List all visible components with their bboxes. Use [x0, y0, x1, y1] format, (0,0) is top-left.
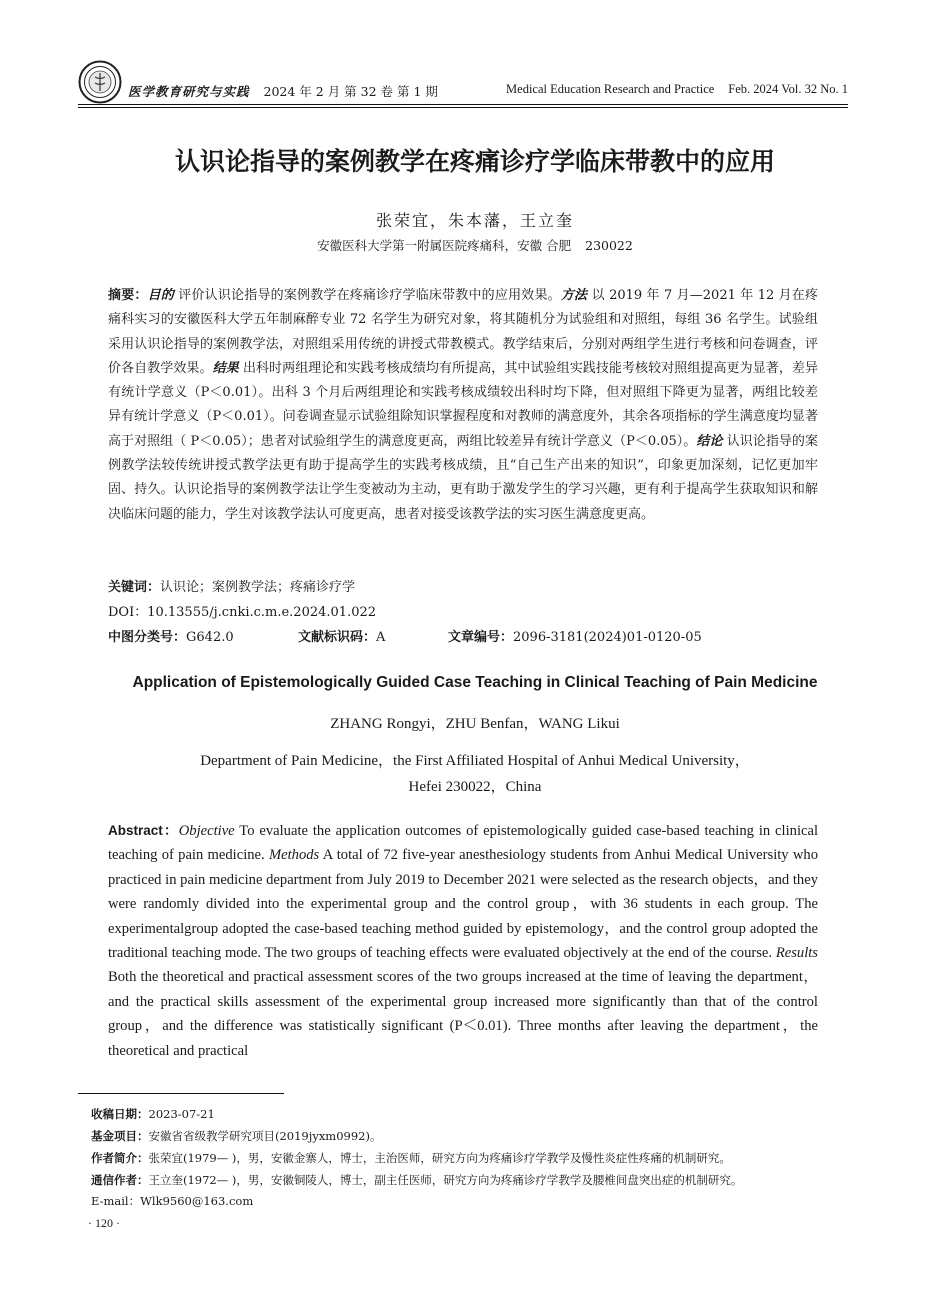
- authors-en: ZHANG Rongyi，ZHU Benfan，WANG Likui: [330, 716, 620, 732]
- author-bio-label: 作者简介：: [91, 1151, 149, 1165]
- received-date: [91, 1106, 215, 1122]
- issue-en: Feb. 2024 Vol. 32 No. 1: [728, 82, 848, 96]
- affiliation-en-line1: Department of Pain Medicine，the First Affiliated Hospital of Anhui Medical University，: [200, 753, 750, 769]
- conclusion-text-cn: 认识论指导的案例教学法较传统讲授式教学法更有助于提高学生的实践考核成绩，且“自己生产出来的知识”，印象更加深刻，记忆更加牢固、持久。认识论指导的案例教学法让学生变被动为主动，更有助于激发学生的学习兴趣，更有利于提高学生获取知识和解决临床问题的能力，学生对该教学法认可度更高，患者对接受该教学法的实习医生满意度更高。: [108, 433, 818, 522]
- article-title-cn: 认识论指导的案例教学在疼痛诊疗学临床带教中的应用: [174, 147, 775, 176]
- received-label: 收稿日期：: [91, 1107, 149, 1121]
- conclusion-label-cn: 结论: [696, 433, 723, 449]
- keywords-value: 认识论；案例教学法；疼痛诊疗学: [160, 580, 356, 595]
- author-bio-value: 张荣宜(1979— )，男，安徽金寨人，博士，主治医师，研究方向为疼痛诊疗学教学及慢性炎症性疼痛的机制研究。: [148, 1151, 731, 1165]
- results-label-cn: 结果: [212, 360, 239, 376]
- fund-value: 安徽省省级教学研究项目(2019jyxm0992)。: [148, 1129, 382, 1143]
- doi-line: [108, 601, 376, 620]
- affiliation-cn: [0, 236, 950, 254]
- fund-note: [91, 1128, 381, 1144]
- authors-cn: 张荣宜，朱本藩，王立奎: [375, 211, 574, 230]
- article-no-label: 文章编号：: [448, 630, 514, 645]
- email-line: E-mail：Wlk9560@163.com: [91, 1194, 254, 1208]
- fund-label: 基金项目：: [91, 1129, 149, 1143]
- zip-code: 230022: [585, 238, 633, 253]
- doc-code-value: A: [376, 630, 386, 645]
- issue-cn: 2024 年 2 月 第 32 卷 第 1 期: [263, 84, 438, 99]
- methods-text-cn: 以 2019 年 7 月—2021 年 12 月在疼痛科实习的安徽医科大学五年制麻醉专业 72 名学生为研究对象，将其随机分为试验组和对照组，每组 36 名学生。试验组采用认识论指导的案例教学法，对照组采用传统的讲授式带教模式。教学结束后，分别对两组学生进行考核和问卷调查，评价各自教学效果。: [108, 288, 818, 376]
- footnote-rule: [78, 1093, 284, 1094]
- keywords-label: 关键词：: [108, 580, 161, 595]
- corresponding-value: 王立奎(1972— )，男，安徽铜陵人，博士，副主任医师，研究方向为疼痛诊疗学教学及腰椎间盘突出症的机制研究。: [148, 1173, 743, 1187]
- header-rule-thin: [78, 107, 848, 108]
- received-value: 2023-07-21: [148, 1107, 215, 1121]
- clc-value: G642.0: [186, 630, 234, 645]
- abstract-cn-label: 摘要：: [108, 288, 148, 303]
- objective-label-en: Objective: [178, 823, 235, 839]
- methods-label-en: Methods: [268, 847, 320, 864]
- corresponding-label: 通信作者：: [91, 1173, 149, 1187]
- affiliation-en: [0, 748, 950, 800]
- header-rule: [78, 104, 848, 105]
- keywords-line: [108, 576, 355, 595]
- journal-name-cn: 医学教育研究与实践: [128, 84, 250, 99]
- methods-text-en: A total of 72 five-year anesthesiology students from Anhui Medical University who practiced in pain medicine department from July 2019 to December 2021 were selected as the research objects，and they were randomly divided into the experimental group and the control group，with 36 students in each group. The experimentalgroup adopted the case-based teaching method guided by epistemology，and the control group adopted the traditional teaching mode. The two groups of teaching effects were evaluated objectively at the end of the course.: [108, 847, 819, 962]
- article-title-en: Application of Epistemologically Guided Case Teaching in Clinical Teaching of Pain Medicine: [132, 674, 818, 691]
- classification-line: [108, 626, 702, 645]
- journal-logo: [78, 60, 122, 104]
- results-label-en: Results: [775, 945, 818, 962]
- page-number: · 120 ·: [88, 1216, 120, 1230]
- affiliation-en-line2: Hefei 230022，China: [408, 779, 542, 795]
- corresponding-author: [91, 1172, 742, 1188]
- author-bio: [91, 1150, 731, 1166]
- doi-label: DOI：: [108, 605, 148, 620]
- clc-label: 中图分类号：: [108, 630, 187, 645]
- abstract-en-label: Abstract：: [108, 823, 179, 838]
- objective-text-en: To evaluate the application outcomes of epistemologically guided case-based teaching in clinical teaching of pain medicine.: [108, 823, 819, 864]
- affiliation-cn-text: 安徽医科大学第一附属医院疼痛科，安徽 合肥: [317, 238, 572, 253]
- abstract-cn: [108, 284, 818, 527]
- methods-label-cn: 方法: [560, 288, 588, 303]
- results-text-cn: 出科时两组理论和实践考核成绩均有所提高，其中试验组实践技能考核较对照组提高更为显著，差异有统计学意义（P＜0.01）。出科 3 个月后两组理论和实践考核成绩较出科时均下降，但对照组下降更为显著，两组比较差异有统计学意义（P＜0.01）。问卷调查显示试验组除知识掌握程度和对教师的满意度外，其余各项指标的学生满意度均显著高于对照组（ P＜0.05）；患者对试验组学生的满意度更高，两组比较差异有统计学意义（P＜0.05）。: [108, 360, 818, 449]
- journal-header-en: [506, 82, 848, 97]
- objective-text-cn: 评价认识论指导的案例教学在疼痛诊疗学临床带教中的应用效果。: [178, 288, 561, 303]
- abstract-en: [108, 819, 818, 1063]
- journal-name-en: Medical Education Research and Practice: [506, 82, 715, 96]
- article-no-value: 2096-3181(2024)01-0120-05: [513, 630, 702, 645]
- doc-code-label: 文献标识码：: [298, 630, 377, 645]
- objective-label-cn: 目的: [147, 288, 174, 303]
- doi-value: 10.13555/j.cnki.c.m.e.2024.01.022: [147, 605, 377, 620]
- journal-header-cn: [128, 82, 438, 100]
- results-text-en: Both the theoretical and practical assessment scores of the two groups increased at the time of leaving the department，and the practical skills assessment of the experimental group increased more significantly than that of the control group，and the difference was statistically significant (P＜0.01). Three months after leaving the department，the theoretical and practical: [108, 969, 818, 1059]
